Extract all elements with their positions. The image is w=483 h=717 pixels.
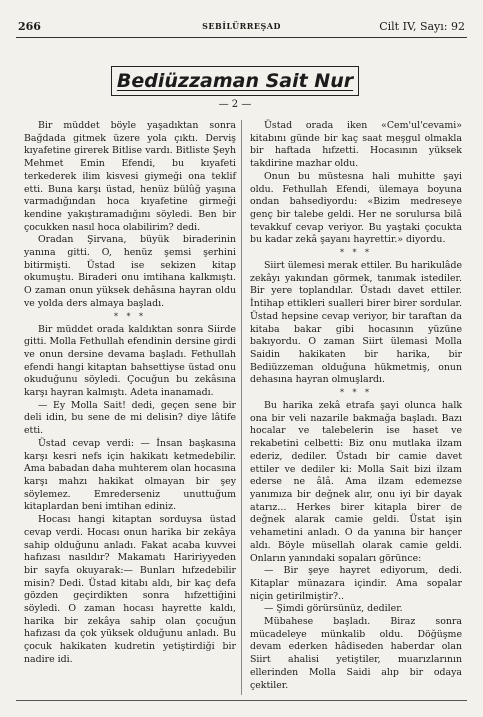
issue-info: Cilt IV, Sayı: 92 (379, 20, 465, 33)
paragraph: Üstad cevap verdi: — İnsan başkasına karşı kesri nefs için hakikatı ketmedebilir. Ama babadan daha muhterem olan hocasına karşı mahzı hakikat olmayan bir şey söylemez. Emrederseniz unuttuğum kitaplardan beni imtihan ediniz. (24, 437, 236, 513)
paragraph: — Bir şeye hayret ediyorum, dedi. Kitaplar münazara içindir. Ama sopalar niçin getirilmiştir?.. (250, 565, 462, 602)
section-separator: * * * (339, 248, 373, 258)
paragraph: Oradan Şirvana, büyük biraderinin yanına gitti. O, henüz şemsi şerhini bitirmişti. Üstad ise sekizen kitap okumuştu. Biraderi onu imtihana kalkmıştı. O zaman onun yüksek dehâsına hayran oldu ve yolda ders almaya başladı. (24, 234, 236, 309)
part-number: — 2 — (218, 99, 252, 110)
article-title: Bediüzzaman Sait Nur (116, 70, 354, 92)
section-separator: * * * (339, 388, 373, 398)
header-rule (16, 37, 467, 38)
page-number: 266 (18, 20, 41, 33)
paragraph: Hocası hangi kitaptan sorduysa üstad cevap verdi. Hocası onun harika bir zekâya sahip olduğunu anladı. Fakat acaba kuvvei hafızası nasıldır? Makamatı Haririyyeden bir sayfa okuyarak:— Bunları hıfzedebilir misin? Dedi. Üstad kitabı aldı, bir kaç defa gözden geçirdikten sonra hıfzettiğini söyledi. O zaman hocası hayrette kaldı, harika bir zekâya sahip olan çocuğun hafızası da çok yüksek olduğunu anladı. Bu çocuk hakikaten kudretin yetiştirdiği bir nadire idi. (24, 514, 236, 665)
paragraph: Üstad orada iken «Cem'ul'cevami» kitabını günde bir kaç saat meşgul olmakla bir haftada hıfzetti. Hocasının yüksek takdirine mazhar oldu. (250, 120, 462, 170)
footer-rule (16, 700, 467, 701)
paragraph: — Ey Molla Sait! dedi, geçen sene bir deli idin, bu sene de mi delisin? diye lâtife etti. (24, 399, 236, 437)
journal-name: SEBİLÜRREŞAD (202, 21, 281, 31)
paragraph: — Şimdi görürsünüz, dediler. (264, 603, 403, 615)
section-separator: * * * (113, 311, 147, 321)
paragraph: Bu harika zekâ etrafa şayi olunca halk ona bir veli nazarile bakmağa başladı. Bazı hocalar ve talebelerin ise haset ve rekabetini celbetti: Biz onu mutlaka ilzam ederiz, dediler. Üstadı bir camie davet ettiler ve dediler ki: Molla Sait bizi ilzam ederse ne âlâ. Ama ilzam edemezse yanımıza bir değnek alır, onu iyi bir dayak atarız... Herkes birer kitapla birer de değnek alarak camie geldi. Üstat işin vehametini anladı. O da yanına bir hançer aldı. Böyle müsellah olarak camie geldi. Onların yanındaki sopaları görünce: (250, 400, 462, 564)
paragraph: Bir müddet böyle yaşadıktan sonra Bağdada gitmek üzere yola çıktı. Derviş kıyafetine girerek Bitlise vardı. Bitliste Şeyh Mehmet Emin Efendi, bu kıyafeti terkederek ilim kisvesi giymeği ona teklif etti. Buna karşı üstad, henüz bülûğ yaşına varmadığından hoca kıyafetine girmeği kendine yakıştıramadığını söyledi. Ben bir çocukken nasıl hoca olabilirim? dedi. (24, 120, 236, 233)
article-title-box (111, 66, 359, 96)
column-divider (241, 120, 242, 695)
left-column (24, 120, 236, 667)
paragraph: Onun bu müstesna hali muhitte şayi oldu. Fethullah Efendi, ülemaya boyuna ondan bahsediyordu: «Bizim medreseye genç bir talebe geldi. Her ne sorulursa bilâ tevakkuf cevap veriyor. Bu yaştaki çocukta bu kadar zekâ şayanı hayrettir.» diyordu. (250, 170, 462, 246)
right-column (250, 120, 462, 692)
paragraph: Mübahese başladı. Biraz sonra mücadeleye münkalib oldu. Döğüşme devam ederken hâdiseden haberdar olan Siirt ahalisi yetiştiler, muarızlarının ellerinden Molla Saidi alıp bir odaya çektiler. (250, 616, 462, 691)
paragraph: Bir müddet orada kaldıktan sonra Siirde gitti. Molla Fethullah efendinin dersine girdi ve onun dersine devama başladı. Fethullah efendi hangi kitaptan bahsettiyse üstad onu okuduğunu söyledi. Çocuğun bu zekâsına karşı hayran kalmıştı. Adeta inanamadı. (24, 323, 236, 399)
paragraph: Siirt ülemesi merak ettiler. Bu harikulâde zekâyı yakından görmek, tanımak istediler. Bir yere toplandılar. Üstadı davet ettiler. İntihap ettikleri sualleri birer birer sordular. Üstad hepsine cevap veriyor, bir taraftan da kitaba bakar gibi hocasının yüzüne bakıyordu. O zaman Siirt ülemasi Molla Saidin hakikaten bir harika, bir Bediüzzeman olduğuna hükmetmiş, onun dehasına hayran olmuşlardı. (250, 260, 462, 386)
page-header (18, 20, 465, 36)
